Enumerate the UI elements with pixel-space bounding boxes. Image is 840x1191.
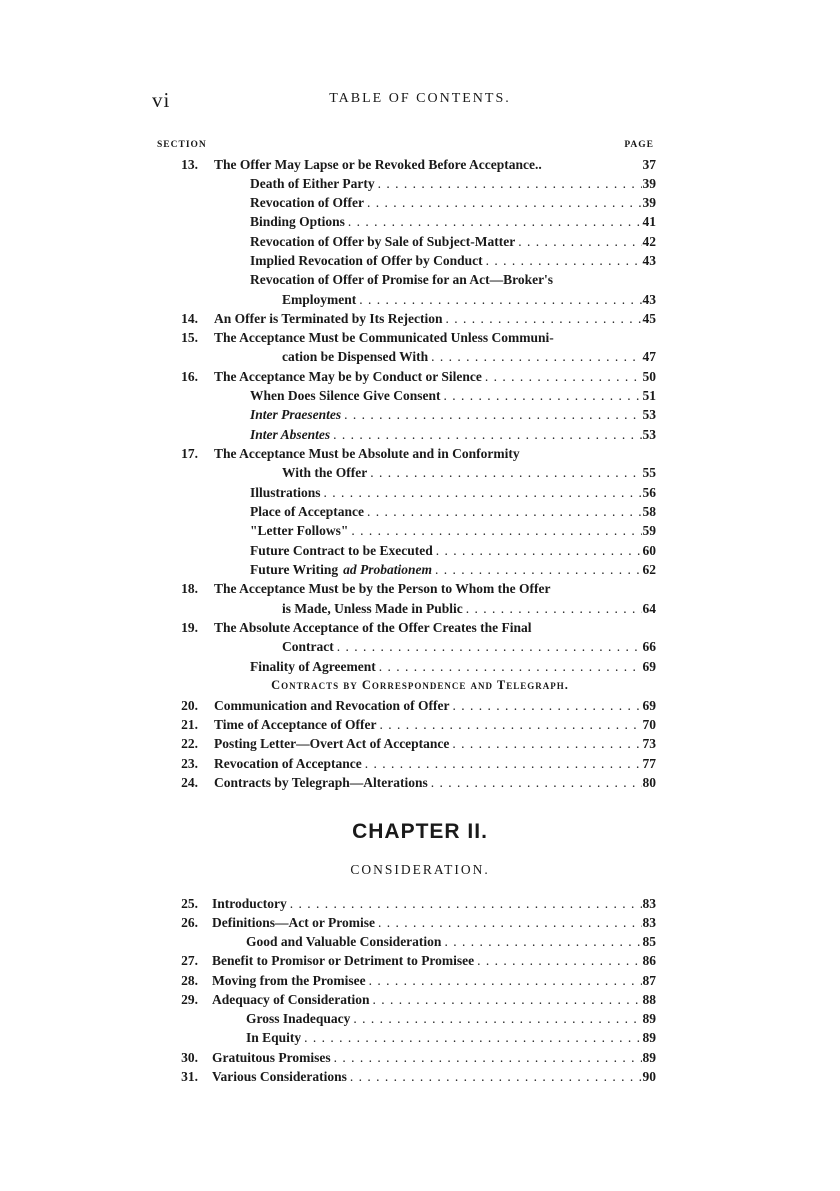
entry-title: The Acceptance Must be by the Person to Whom the Offer bbox=[214, 581, 551, 596]
entry-page: 83 bbox=[642, 915, 656, 930]
section-number: 20. bbox=[181, 698, 198, 713]
entry-title: When Does Silence Give Consent bbox=[250, 388, 441, 403]
section-number: 26. bbox=[181, 915, 198, 930]
toc-entry bbox=[0, 405, 840, 424]
section-number: 19. bbox=[181, 620, 198, 635]
entry-page: 51 bbox=[642, 388, 656, 403]
toc-entry bbox=[0, 502, 840, 521]
section-column-label: SECTION bbox=[157, 140, 207, 150]
toc-entry bbox=[0, 579, 840, 598]
entry-title: "Letter Follows" bbox=[250, 523, 349, 538]
section-number: 16. bbox=[181, 369, 198, 384]
entry-title: Illustrations bbox=[250, 485, 321, 500]
entry-title: Employment bbox=[282, 292, 357, 307]
entry-page: 73 bbox=[642, 736, 656, 751]
toc-entry bbox=[0, 913, 840, 932]
section-number: 24. bbox=[181, 775, 198, 790]
toc-entry bbox=[0, 193, 840, 212]
entry-page: 90 bbox=[642, 1069, 656, 1084]
entry-title: The Acceptance May be by Conduct or Silence bbox=[214, 369, 482, 384]
toc-entry bbox=[0, 347, 840, 366]
toc-entry bbox=[0, 1067, 840, 1086]
entry-page: 41 bbox=[642, 214, 656, 229]
toc-entry bbox=[0, 932, 840, 951]
section-number: 25. bbox=[181, 896, 198, 911]
entry-page: 86 bbox=[642, 953, 656, 968]
entry-page: 60 bbox=[642, 543, 656, 558]
entry-page: 89 bbox=[642, 1050, 656, 1065]
toc-entry bbox=[0, 773, 840, 792]
entry-page: 64 bbox=[642, 601, 656, 616]
entry-page: 45 bbox=[642, 311, 656, 326]
entry-title: Future Contract to be Executed bbox=[250, 543, 433, 558]
entry-page: 56 bbox=[642, 485, 656, 500]
toc-entry bbox=[0, 212, 840, 231]
section-number: 18. bbox=[181, 581, 198, 596]
toc-entry bbox=[0, 290, 840, 309]
entry-title: is Made, Unless Made in Public bbox=[282, 601, 463, 616]
toc-entry bbox=[0, 1028, 840, 1047]
toc-entry bbox=[0, 155, 840, 174]
entry-title: Revocation of Offer bbox=[250, 195, 364, 210]
toc-entry bbox=[0, 754, 840, 773]
toc-entry bbox=[0, 541, 840, 560]
entry-page: 42 bbox=[642, 234, 656, 249]
section-number: 30. bbox=[181, 1050, 198, 1065]
entry-title: Adequacy of Consideration bbox=[212, 992, 370, 1007]
entry-page: 47 bbox=[642, 349, 656, 364]
toc-entry bbox=[0, 521, 840, 540]
entry-title-italic: ad Probationem bbox=[343, 562, 433, 577]
entry-title: Gross Inadequacy bbox=[246, 1011, 351, 1026]
entry-title: Future Writing bbox=[250, 562, 339, 577]
section-number: 15. bbox=[181, 330, 198, 345]
toc-entry bbox=[0, 1009, 840, 1028]
chapter-subtitle: CONSIDERATION. bbox=[350, 862, 490, 877]
entry-title: Inter Praesentes bbox=[250, 407, 342, 422]
entry-title: Definitions—Act or Promise bbox=[212, 915, 375, 930]
entry-page: 58 bbox=[642, 504, 656, 519]
entry-title: Gratuitous Promises bbox=[212, 1050, 331, 1065]
entry-title: Revocation of Offer by Sale of Subject-Matter bbox=[250, 234, 516, 249]
entry-title: Benefit to Promisor or Detriment to Promisee bbox=[212, 953, 475, 968]
entry-page: 77 bbox=[642, 756, 656, 771]
entry-page: 53 bbox=[642, 407, 656, 422]
toc-entry bbox=[0, 599, 840, 618]
section-number: 17. bbox=[181, 446, 198, 461]
toc-entry bbox=[0, 444, 840, 463]
entry-title: cation be Dispensed With bbox=[282, 349, 429, 364]
entry-title: The Absolute Acceptance of the Offer Creates the Final bbox=[214, 620, 532, 635]
toc-entry bbox=[0, 232, 840, 251]
toc-entry bbox=[0, 463, 840, 482]
section-number: 27. bbox=[181, 953, 198, 968]
entry-title: Contracts by Telegraph—Alterations bbox=[214, 775, 428, 790]
toc-entry bbox=[0, 971, 840, 990]
section-number: 29. bbox=[181, 992, 198, 1007]
entry-title: Various Considerations bbox=[212, 1069, 347, 1084]
toc-entry bbox=[0, 386, 840, 405]
toc-entry bbox=[0, 309, 840, 328]
entry-title: Finality of Agreement bbox=[250, 659, 376, 674]
entry-page: 69 bbox=[642, 659, 656, 674]
toc-entry bbox=[0, 696, 840, 715]
running-title: TABLE OF CONTENTS. bbox=[329, 91, 511, 106]
entry-title: Binding Options bbox=[250, 214, 345, 229]
entry-page: 37 bbox=[642, 157, 656, 172]
toc-entry bbox=[0, 734, 840, 753]
entry-title: Death of Either Party bbox=[250, 176, 375, 191]
entry-page: 53 bbox=[642, 427, 656, 442]
toc-entry bbox=[0, 1048, 840, 1067]
toc-entry bbox=[0, 657, 840, 676]
entry-page: 70 bbox=[642, 717, 656, 732]
section-subheading: Contracts by Correspondence and Telegraph. bbox=[271, 678, 569, 692]
toc-entry bbox=[0, 328, 840, 347]
entry-page: 80 bbox=[642, 775, 656, 790]
toc-entry bbox=[0, 367, 840, 386]
toc-entry bbox=[0, 425, 840, 444]
entry-title: Moving from the Promisee bbox=[212, 973, 366, 988]
entry-title: Contract bbox=[282, 639, 334, 654]
entry-page: 43 bbox=[642, 253, 656, 268]
toc-entry bbox=[0, 560, 840, 579]
section-number: 13. bbox=[181, 157, 198, 172]
entry-title: Place of Acceptance bbox=[250, 504, 364, 519]
entry-page: 89 bbox=[642, 1011, 656, 1026]
entry-page: 50 bbox=[642, 369, 656, 384]
entry-title: Time of Acceptance of Offer bbox=[214, 717, 377, 732]
entry-page: 85 bbox=[642, 934, 656, 949]
entry-page: 83 bbox=[642, 896, 656, 911]
toc-entry bbox=[0, 951, 840, 970]
entry-page: 43 bbox=[642, 292, 656, 307]
toc-entry bbox=[0, 270, 840, 289]
toc-entry bbox=[0, 174, 840, 193]
section-number: 22. bbox=[181, 736, 198, 751]
entry-page: 87 bbox=[642, 973, 656, 988]
entry-title: In Equity bbox=[246, 1030, 302, 1045]
toc-entry bbox=[0, 990, 840, 1009]
section-number: 14. bbox=[181, 311, 198, 326]
entry-title: Introductory bbox=[212, 896, 287, 911]
entry-page: 88 bbox=[642, 992, 656, 1007]
toc-entry bbox=[0, 251, 840, 270]
entry-title: Posting Letter—Overt Act of Acceptance bbox=[214, 736, 450, 751]
toc-entry bbox=[0, 618, 840, 637]
entry-page: 62 bbox=[642, 562, 656, 577]
entry-title: With the Offer bbox=[282, 465, 368, 480]
entry-title: The Acceptance Must be Communicated Unless Communi- bbox=[214, 330, 554, 345]
toc-entry bbox=[0, 894, 840, 913]
toc-entry bbox=[0, 637, 840, 656]
entry-page: 69 bbox=[642, 698, 656, 713]
entry-title: Revocation of Offer of Promise for an Act—Broker's bbox=[250, 272, 554, 287]
entry-title: Good and Valuable Consideration bbox=[246, 934, 442, 949]
toc-entry bbox=[0, 483, 840, 502]
entry-title: Inter Absentes bbox=[250, 427, 331, 442]
toc-entry bbox=[0, 715, 840, 734]
entry-page: 66 bbox=[642, 639, 656, 654]
chapter-title: CHAPTER II. bbox=[352, 820, 488, 843]
entry-title: Implied Revocation of Offer by Conduct bbox=[250, 253, 483, 268]
entry-page: 55 bbox=[642, 465, 656, 480]
entry-page: 39 bbox=[642, 176, 656, 191]
page-column-label: PAGE bbox=[624, 140, 654, 150]
entry-page: 59 bbox=[642, 523, 656, 538]
entry-title: The Offer May Lapse or be Revoked Before Acceptance.. bbox=[214, 157, 542, 172]
section-number: 21. bbox=[181, 717, 198, 732]
entry-page: 39 bbox=[642, 195, 656, 210]
section-number: 23. bbox=[181, 756, 198, 771]
entry-title: Revocation of Acceptance bbox=[214, 756, 362, 771]
page-number: vi bbox=[152, 88, 171, 112]
section-number: 31. bbox=[181, 1069, 198, 1084]
entry-title: Communication and Revocation of Offer bbox=[214, 698, 450, 713]
entry-page: 89 bbox=[642, 1030, 656, 1045]
entry-title: The Acceptance Must be Absolute and in Conformity bbox=[214, 446, 520, 461]
section-number: 28. bbox=[181, 973, 198, 988]
entry-title: An Offer is Terminated by Its Rejection bbox=[214, 311, 443, 326]
